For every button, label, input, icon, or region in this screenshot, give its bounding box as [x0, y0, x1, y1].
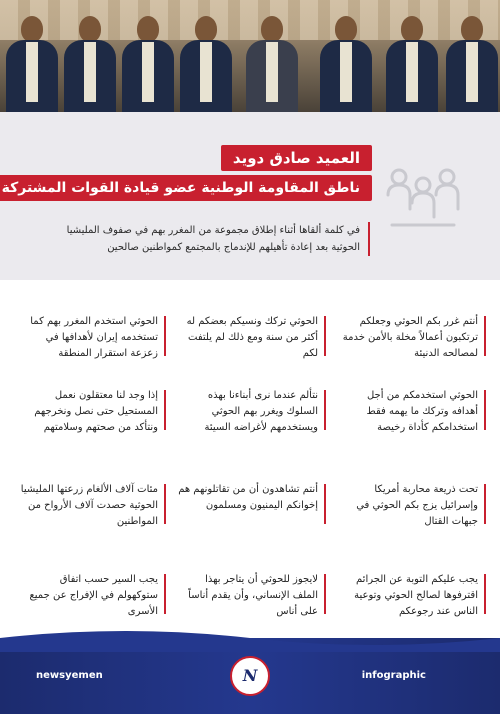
footer-bar [0, 638, 500, 714]
statement-text: الحوثي استخدمكم من أجل أهدافه وتركك ما يهمه فقط استخدامكم كأداة رخيصة [366, 390, 478, 433]
statement-card [178, 388, 318, 436]
statement-text: إذا وجد لنا معتقلون نعمل المستحيل حتى نصل ونخرجهم ونتأكد من صحتهم وسلامتهم [34, 390, 158, 433]
statement-card [18, 388, 158, 436]
statement-text: تحت ذريعة محاربة أمريكا وإسرائيل يزج بكم الحوثي في جبهات القتال [356, 484, 478, 527]
footer-wave [0, 624, 500, 652]
statement-card [18, 314, 158, 362]
footer-brand: newsyemen [36, 670, 103, 681]
statement-text: لايجوز للحوثي أن يتاجر بهذا الملف الإنساني، وأن يقدم أناساً على أناس [188, 574, 318, 617]
statement-card [338, 482, 478, 530]
people-outline-icon [384, 165, 462, 235]
statement-text: نتألم عندما نرى أبناءنا بهذه السلوك ويغرر بهم الحوثي ويستخدمهم لأغراضه السيئة [204, 390, 318, 433]
intro-quote: في كلمة ألقاها أثناء إطلاق مجموعة من المغرر بهم في صفوف المليشيا الحوثية بعد إعادة تأهيلهم للإندماج بالمجتمع كمواطنين صالحين [42, 222, 370, 256]
photo-person [384, 16, 440, 112]
statement-text: مئات آلاف الألغام زرعتها المليشيا الحوثية حصدت آلاف الأرواح من المواطنين [20, 484, 158, 527]
statement-text: أنتم غرر بكم الحوثي وجعلكم ترتكبون أعمالاً مخلة بالأمن خدمة لمصالحه الدنيئة [342, 316, 478, 359]
logo-letter: N [242, 666, 258, 685]
statement-card [18, 482, 158, 530]
statement-card [178, 314, 318, 362]
statements-grid [0, 288, 500, 638]
photo-person [4, 16, 60, 112]
photo-person [244, 16, 300, 112]
statement-card [18, 572, 158, 620]
statement-card [338, 314, 478, 362]
statement-text: أنتم تشاهدون أن من تقاتلونهم هم إخوانكم اليمنيون ومسلمون [178, 484, 318, 511]
photo-person [318, 16, 374, 112]
statement-text: يجب السير حسب اتفاق ستوكهولم في الإفراج عن جميع الأسرى [29, 574, 158, 617]
photo-person [62, 16, 118, 112]
header-photo [0, 0, 500, 112]
statement-card [178, 482, 318, 514]
statement-text: الحوثي استخدم المغرر بهم كما تستخدمه إيران لأهدافها في زعزعة استقرار المنطقة [30, 316, 158, 359]
footer-kind-label: infographic [361, 670, 426, 681]
statement-text: الحوثي تركك ونسيكم بعضكم له أكثر من سنة ومع ذلك لم يلتفت لكم [186, 316, 318, 359]
photo-person [120, 16, 176, 112]
photo-person [178, 16, 234, 112]
photo-person [444, 16, 500, 112]
newsyemen-logo [230, 656, 270, 696]
statement-card [338, 572, 478, 620]
page-title: العميد صادق دويد [221, 145, 372, 171]
statement-card [178, 572, 318, 620]
statement-text: يجب عليكم التوبة عن الجرائم اقترفوها لصالح الحوثي وتوعية الناس عند رجوعكم [354, 574, 478, 617]
statement-card [338, 388, 478, 436]
page-subtitle: ناطق المقاومة الوطنية عضو قيادة القوات المشتركة [0, 175, 372, 201]
